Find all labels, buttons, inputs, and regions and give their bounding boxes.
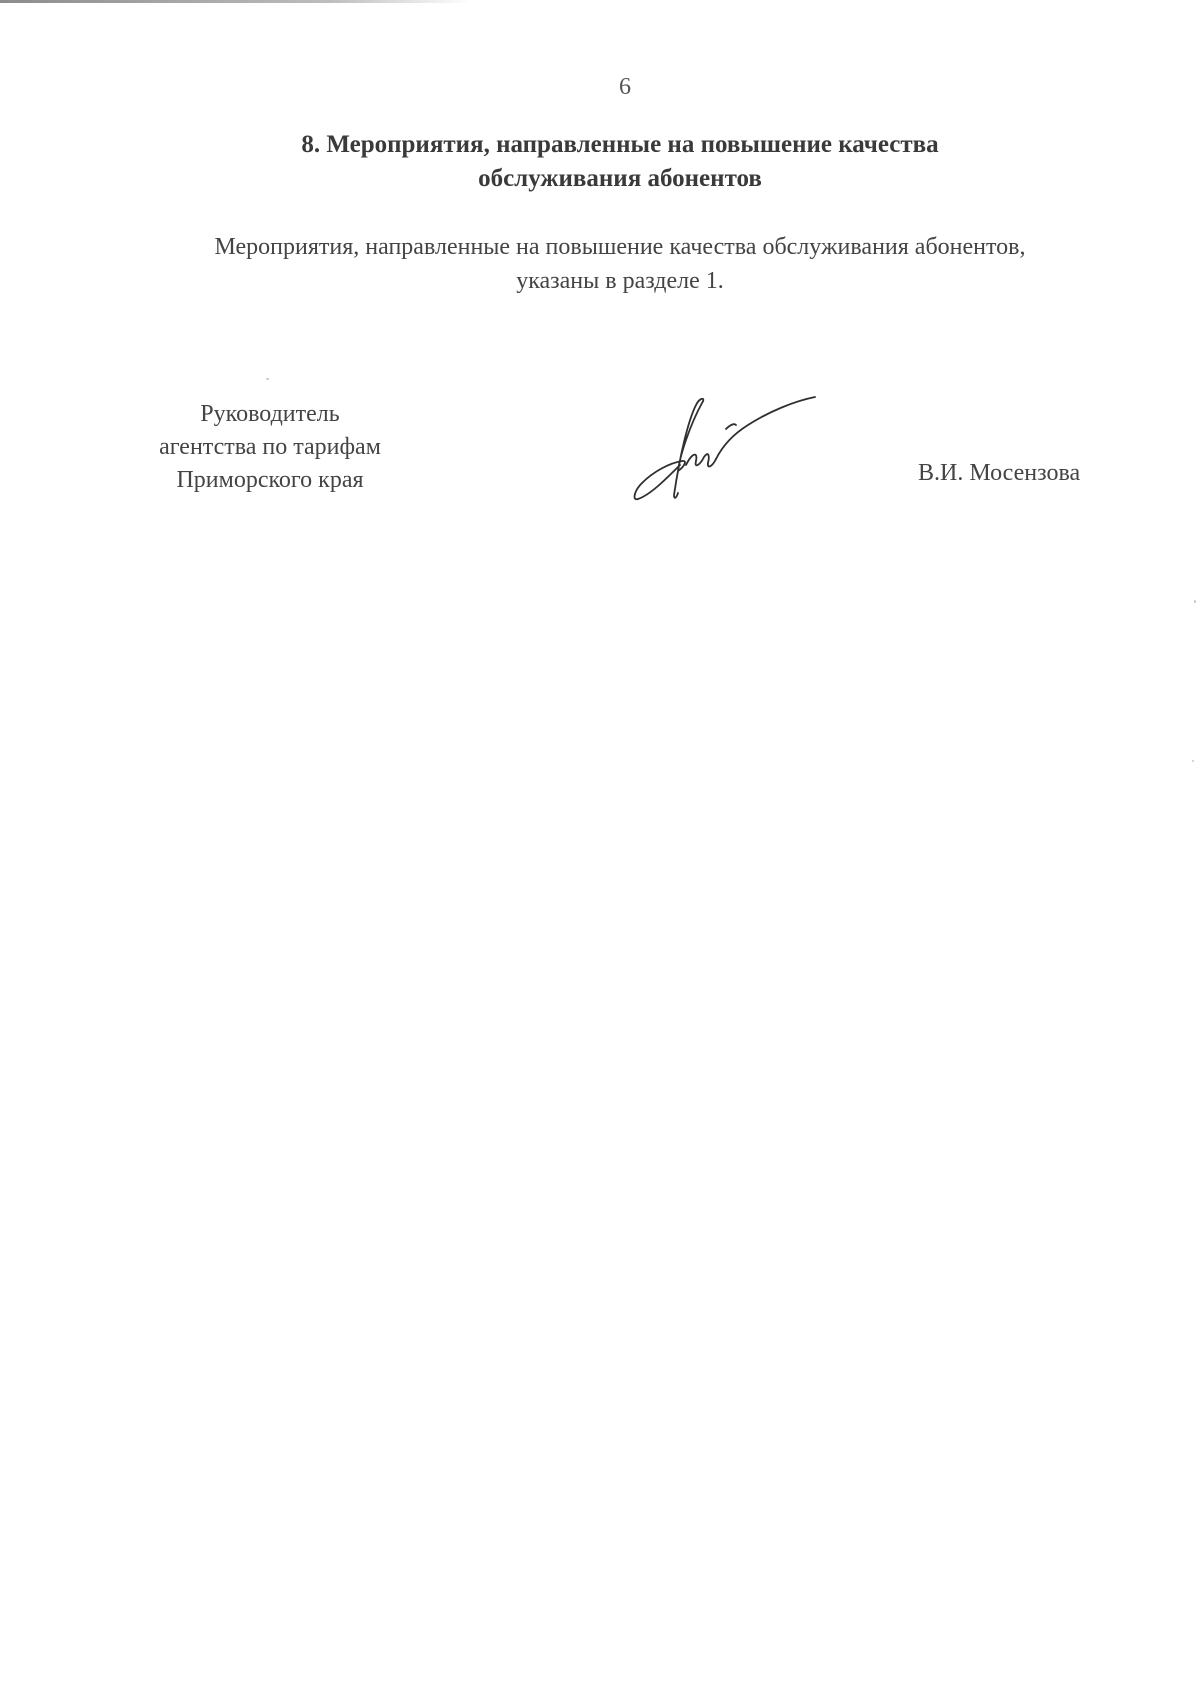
signature-stroke	[716, 397, 815, 459]
signature-stroke	[674, 399, 703, 498]
signer-role-line: Руководитель	[200, 401, 340, 427]
body-line: указаны в разделе 1.	[516, 268, 724, 294]
handwritten-signature	[630, 395, 820, 505]
signature-stroke	[726, 424, 736, 429]
signature-stroke	[686, 454, 716, 466]
signer-role	[120, 398, 420, 497]
body-paragraph	[110, 230, 1130, 298]
signer-name: В.И. Мосензова	[918, 460, 1081, 486]
section-title-line: обслуживания абонентов	[478, 165, 762, 192]
signer-role-line: агентства по тарифам	[159, 434, 381, 460]
section-title-line: 8. Мероприятия, направленные на повышение качества	[301, 131, 939, 158]
scan-speck	[1192, 760, 1194, 762]
scan-speck	[1194, 600, 1196, 603]
scan-speck	[266, 378, 269, 380]
scan-edge-artifact	[0, 0, 470, 3]
signer-role-line: Приморского края	[176, 467, 364, 493]
page-number: 6	[619, 74, 631, 100]
body-line: Мероприятия, направленные на повышение качества обслуживания абонентов,	[214, 234, 1026, 260]
section-title	[150, 128, 1090, 196]
